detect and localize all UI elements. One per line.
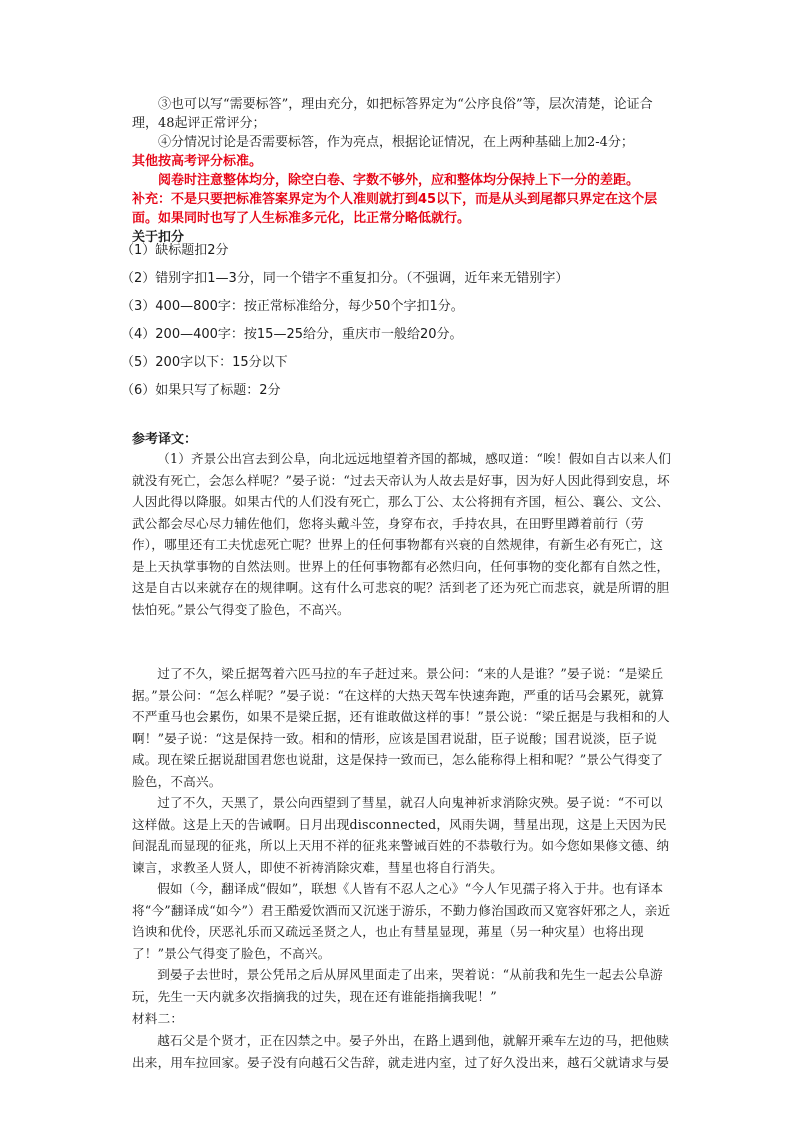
deduction-item-4: （4）200—400字：按15—25给分，重庆市一般给20分。: [121, 327, 463, 342]
translation-paragraph-3: 过了不久，天黑了，景公向西望到了彗星，就召人向鬼神祈求消除灾殃。晏子说：“不可以这样做。这是上天的告诫啊。日月出现disconnected，风雨失调，彗星出现，这是上天因为民间混乱而显现的征兆，所以上天用不祥的征兆来警诫百姓的不恭敬行为。如今您如果修文德、纳谏言，求教圣人贤人，即使不祈祷消除灾难，彗星也将自行消失。: [132, 795, 670, 875]
deduction-item-6: （6）如果只写了标题：2分: [121, 383, 281, 398]
grading-note-supplement: 补充：不是只要把标准答案界定为个人准则就打到45以下，而是从头到尾都只界定在这个层面。如果同时也写了人生标准多元化，比正常分略低就行。: [132, 192, 658, 226]
deduction-item-2: （2）错别字扣1—3分，同一个错字不重复扣分。（不强调，近年来无错别字）: [121, 271, 569, 286]
translation-paragraph-4: 假如（今，翻译成“假如”，联想《人皆有不忍人之心》“今人乍见孺子将入于井。也有译本将“今”翻译成“如今”）君王酷爱饮酒而又沉迷于游乐，不勤力修治国政而又宽容奸邪之人，亲近诌谀和优伶，厌恶礼乐而又疏远圣贤之人，也止有彗星显现，茀星（另一种灾星）也将出现了！”景公气得变了脸色，不高兴。: [132, 881, 671, 961]
deduction-item-5: （5）200字以下：15分以下: [121, 355, 288, 370]
translation-paragraph-5: 到晏子去世时，景公凭吊之后从屏风里面走了出来，哭着说：“从前我和先生一起去公阜游玩，先生一天内就多次指摘我的过失，现在还有谁能指摘我呢！”: [132, 967, 663, 1004]
material-2-text: 越石父是个贤才，正在囚禁之中。晏子外出，在路上遇到他，就解开乘车左边的马，把他赎出来，用车拉回家。晏子没有向越石父告辞，就走进内室，过了好久没出来，越石父就请求与晏: [132, 1033, 670, 1070]
translation-paragraph-1: （1）齐景公出宫去到公阜，向北远远地望着齐国的都城，感叹道：“唉！假如自古以来人们就没有死亡，会怎么样呢？”晏子说：“过去天帝认为人故去是好事，因为好人因此得到安息，坏人因此得以降服。如果古代的人们没有死亡，那么丁公、太公将拥有齐国，桓公、襄公、文公、武公都会尽心尽力辅佐他们，您将头戴斗笠，身穿布衣，手持农具，在田野里蹲着前行（劳作），哪里还有工夫忧虑死亡呢？世界上的任何事物都有兴衰的自然规律，有新生必有死亡，这是上天执掌事物的自然法则。世界上的任何事物都有必然归向，任何事物的变化都有自然之性，这是自古以来就存在的规律啊。这有什么可悲哀的呢？活到老了还为死亡而悲哀，就是所谓的胆怯怕死。”景公气得变了脸色，不高兴。: [132, 451, 671, 617]
deduction-heading: 关于扣分: [132, 230, 185, 245]
grading-point-4: ④分情况讨论是否需要标答，作为亮点，根据论证情况，在上两种基础上加2-4分；: [158, 135, 634, 150]
translation-paragraph-2: 过了不久，梁丘据驾着六匹马拉的车子赶过来。景公问：“来的人是谁？”晏子说：“是梁丘据。”景公问：“怎么样呢？”晏子说：“在这样的大热天驾车快速奔跑，严重的话马会累死，就算不严重马也会累伤，如果不是梁丘据，还有谁敢做这样的事！”景公说：“梁丘据是与我相和的人啊！”晏子说：“这是保持一致。相和的情形，应该是国君说甜，臣子说酸；国君说淡，臣子说咸。现在梁丘据说甜国君您也说甜，这是保持一致而已，怎么能称得上相和呢？”景公气得变了脸色，不高兴。: [132, 666, 670, 789]
material-2-label: 材料二：: [132, 1011, 184, 1026]
grading-point-3: ③也可以写“需要标答”，理由充分，如把标答界定为“公序良俗”等，层次清楚，论证合理，48起评正常评分；: [132, 97, 653, 131]
translation-heading: 参考译文：: [132, 432, 198, 447]
deduction-item-3: （3）400—800字：按正常标准给分，每少50个字扣1分。: [121, 299, 464, 314]
deduction-item-1: （1）缺标题扣2分: [121, 243, 229, 258]
grading-note-standard: 其他按高考评分标准。: [132, 154, 263, 169]
grading-note-average: 阅卷时注意整体均分，除空白卷、字数不够外，应和整体均分保持上下一分的差距。: [158, 173, 640, 188]
